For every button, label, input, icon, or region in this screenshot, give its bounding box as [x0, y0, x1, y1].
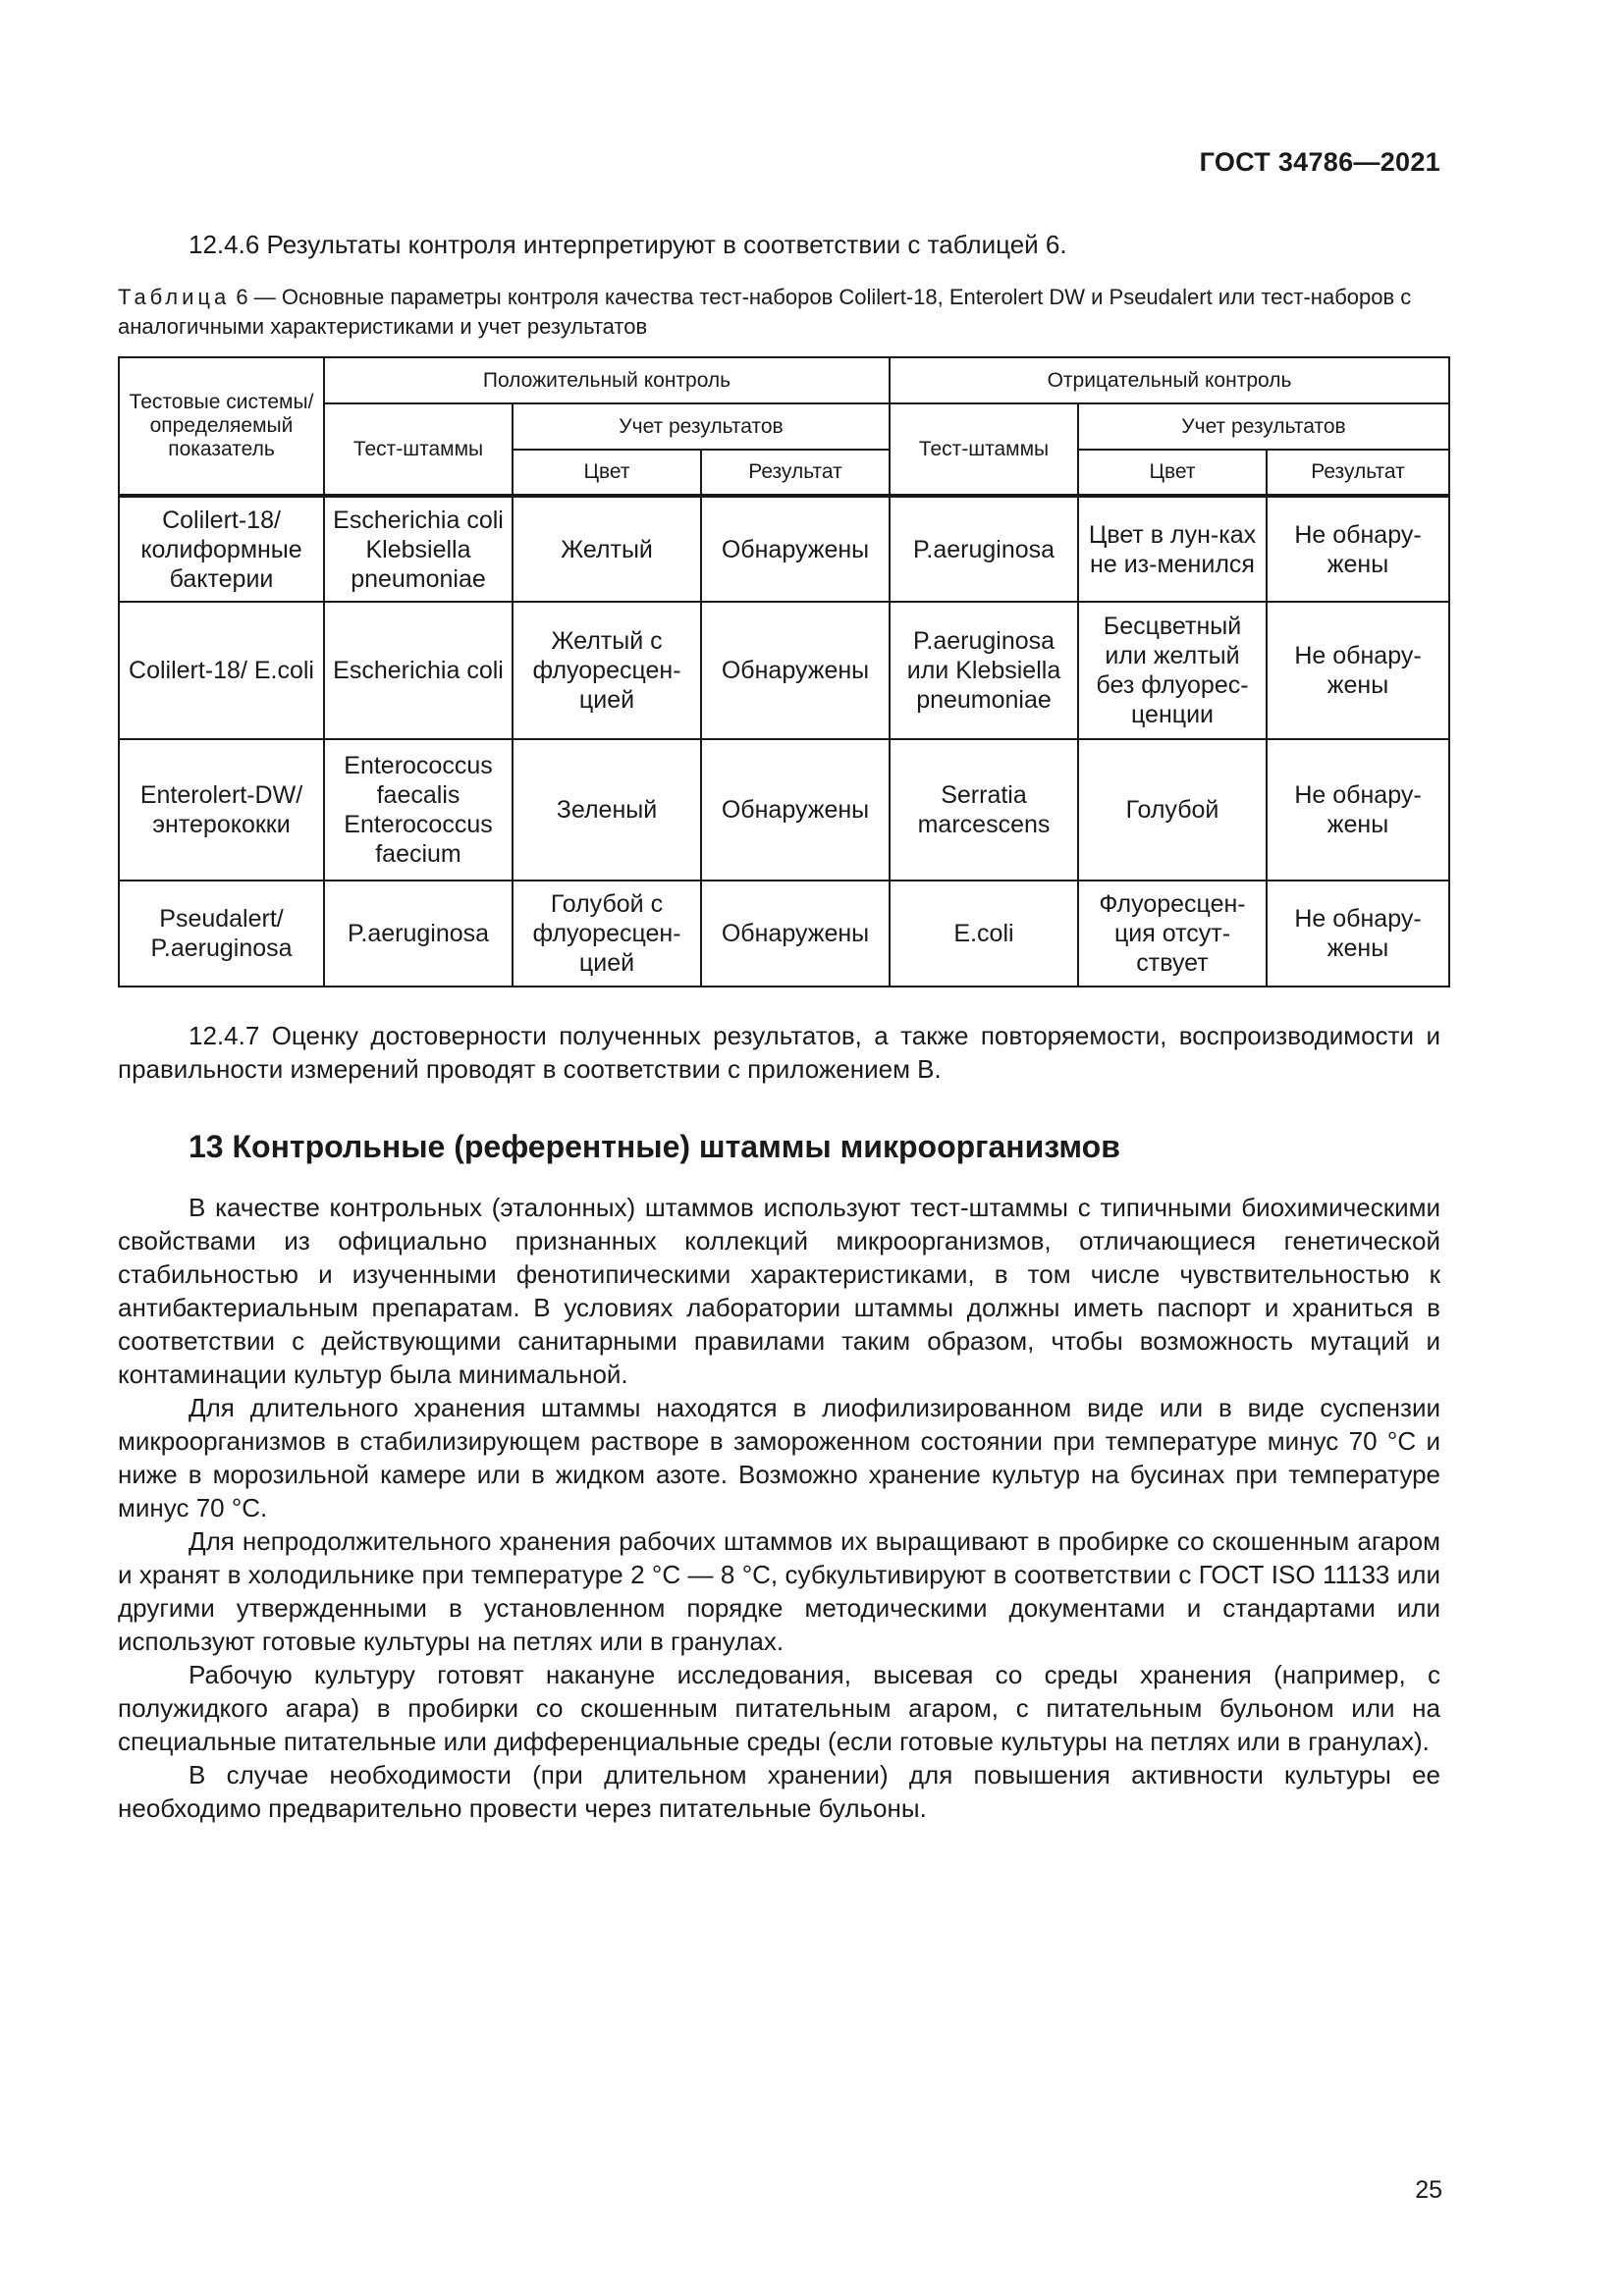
- cell-positive-color: Желтый с флуоресцен-цией: [513, 602, 701, 739]
- cell-positive-strain: Escherichia coli Klebsiella pneumoniae: [324, 496, 513, 602]
- cell-positive-strain: Escherichia coli: [324, 602, 513, 739]
- cell-negative-strain: P.aeruginosa или Klebsiella pneumoniae: [890, 602, 1078, 739]
- section-title: 13 Контрольные (референтные) штаммы микроорганизмов: [189, 1129, 1120, 1164]
- document-code: ГОСТ 34786—2021: [1199, 147, 1440, 177]
- paragraph-12-4-7: 12.4.7 Оценку достоверности полученных результатов, а также повторяемости, воспроизводимости и правильности измерений проводят в соответствии с приложением В.: [118, 1021, 1440, 1084]
- section-paragraph: В случае необходимости (при длительном хранении) для повышения активности культуры ее необходимо предварительно провести через питательные бульоны.: [118, 1760, 1440, 1823]
- intro-paragraph: 12.4.6 Результаты контроля интерпретируют в соответствии с таблицей 6.: [189, 230, 1067, 259]
- cell-negative-color: Бесцветный или желтый без флуорес-ценции: [1078, 602, 1267, 739]
- header-positive-strains: Тест-штаммы: [324, 403, 513, 496]
- page-number: 25: [1415, 2176, 1442, 2204]
- cell-positive-strain: P.aeruginosa: [324, 881, 513, 987]
- header-positive-result: Результат: [701, 450, 890, 496]
- cell-system: Enterolert-DW/ энтерококки: [119, 739, 324, 881]
- cell-positive-color: Голубой с флуоресцен-цией: [513, 881, 701, 987]
- cell-negative-result: Не обнару-жены: [1267, 602, 1449, 739]
- cell-negative-color: Цвет в лун-ках не из-менился: [1078, 496, 1267, 602]
- section-paragraph: В качестве контрольных (эталонных) штаммов используют тест-штаммы с типичными биохимическими свойствами из официально признанных коллекций микроорганизмов, отличающиеся генетической стабильностью и изученными фенотипическими характеристиками, в том числе чувствительностью к антибактериальным препаратам. В условиях лаборатории штаммы должны иметь паспорт и храниться в соответствии с действующими санитарными правилами таким образом, чтобы возможность мутаций и контаминации культур была минимальной.: [118, 1193, 1440, 1389]
- cell-negative-result: Не обнару-жены: [1267, 881, 1449, 987]
- cell-positive-color: Желтый: [513, 496, 701, 602]
- header-positive-control: Положительный контроль: [324, 357, 890, 403]
- table-row: [119, 602, 1449, 739]
- table-row: [119, 496, 1449, 602]
- cell-system: Pseudalert/ P.aeruginosa: [119, 881, 324, 987]
- cell-negative-result: Не обнару-жены: [1267, 739, 1449, 881]
- cell-system: Colilert-18/ E.coli: [119, 602, 324, 739]
- results-table: [118, 356, 1450, 988]
- cell-positive-result: Обнаружены: [701, 881, 890, 987]
- cell-positive-result: Обнаружены: [701, 739, 890, 881]
- header-negative-accounting: Учет результатов: [1078, 403, 1449, 450]
- table-caption-label: Таблица: [118, 285, 231, 309]
- header-negative-strains: Тест-штаммы: [890, 403, 1078, 496]
- table-caption-text: 6 — Основные параметры контроля качества тест-наборов Colilert-18, Enterolert DW и Pseudalert или тест-наборов с аналогичными характеристиками и учет результатов: [118, 285, 1412, 339]
- cell-negative-strain: P.aeruginosa: [890, 496, 1078, 602]
- section-paragraph: Рабочую культуру готовят накануне исследования, высевая со среды хранения (например, с полужидкого агара) в пробирки со скошенным питательным агаром, с питательным бульоном или на специальные питательные или дифференциальные среды (если готовые культуры на петлях или в гранулах).: [118, 1660, 1440, 1756]
- cell-positive-result: Обнаружены: [701, 602, 890, 739]
- table-header-row: [119, 357, 1449, 403]
- cell-negative-color: Флуоресцен-ция отсут-ствует: [1078, 881, 1267, 987]
- cell-negative-strain: Serratia marcescens: [890, 739, 1078, 881]
- cell-positive-color: Зеленый: [513, 739, 701, 881]
- table-row: [119, 881, 1449, 987]
- section-paragraph: Для длительного хранения штаммы находятся в лиофилизированном виде или в виде суспензии микроорганизмов в стабилизирующем растворе в замороженном состоянии при температуре минус 70 °С и ниже в морозильной камере или в жидком азоте. Возможно хранение культур на бусинах при температуре минус 70 °С.: [118, 1393, 1440, 1522]
- header-system: Тестовые системы/ определяемый показатель: [119, 357, 324, 496]
- header-negative-control: Отрицательный контроль: [890, 357, 1449, 403]
- header-negative-result: Результат: [1267, 450, 1449, 496]
- cell-positive-strain: Enterococcus faecalis Enterococcus faecium: [324, 739, 513, 881]
- table-row: [119, 739, 1449, 881]
- cell-negative-result: Не обнару-жены: [1267, 496, 1449, 602]
- cell-system: Colilert-18/ колиформные бактерии: [119, 496, 324, 602]
- header-positive-color: Цвет: [513, 450, 701, 496]
- header-positive-accounting: Учет результатов: [513, 403, 890, 450]
- cell-negative-strain: E.coli: [890, 881, 1078, 987]
- header-negative-color: Цвет: [1078, 450, 1267, 496]
- table-caption: [118, 283, 1440, 342]
- section-paragraph: Для непродолжительного хранения рабочих штаммов их выращивают в пробирке со скошенным агаром и хранят в холодильнике при температуре 2 °С — 8 °С, субкультивируют в соответствии с ГОСТ ISO 11133 или другими утвержденными в установленном порядке методическими документами и стандартами или используют готовые культуры на петлях или в гранулах.: [118, 1526, 1440, 1656]
- cell-positive-result: Обнаружены: [701, 496, 890, 602]
- cell-negative-color: Голубой: [1078, 739, 1267, 881]
